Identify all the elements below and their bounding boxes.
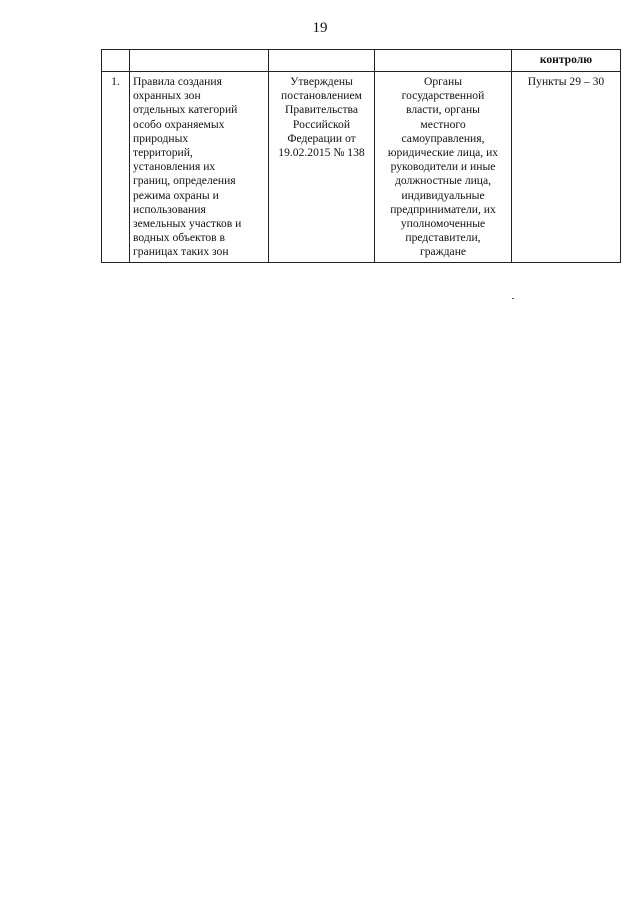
subjects-cell xyxy=(375,72,512,263)
text-line: водных объектов в xyxy=(133,231,226,245)
text-line: Утверждены xyxy=(290,75,353,88)
text-line: должностные лица, xyxy=(394,174,492,188)
scan-speck xyxy=(512,298,514,299)
text-line: руководители и иные xyxy=(390,160,496,174)
points-cell: Пункты 29 – 30 xyxy=(512,72,621,263)
text-line: режима охраны и xyxy=(133,188,219,202)
page-number: 19 xyxy=(312,20,328,36)
text-line: Федерации от xyxy=(287,131,356,145)
text-line: охранных зон xyxy=(133,89,201,103)
text-line: уполномоченные xyxy=(400,217,486,231)
text-line: местного xyxy=(420,117,466,131)
table-row xyxy=(102,72,621,263)
row-number-cell: 1. xyxy=(102,72,130,263)
header-cell-subjects xyxy=(375,50,512,72)
header-cell-number xyxy=(102,50,130,72)
approved-by-cell xyxy=(269,72,375,263)
text-line: Российской xyxy=(292,117,351,131)
act-title-cell xyxy=(130,72,269,263)
header-cell-control: контролю xyxy=(512,50,621,72)
requirements-table xyxy=(101,49,621,263)
text-line: земельных участков и xyxy=(133,217,242,231)
text-line: самоуправления, xyxy=(401,131,485,145)
text-line: индивидуальные xyxy=(401,188,485,202)
text-line: предприниматели, их xyxy=(390,202,496,216)
text-line: 19.02.2015 № 138 xyxy=(278,146,365,160)
text-line: юридические лица, их xyxy=(387,146,499,160)
text-line: граждане xyxy=(419,245,467,259)
text-line: отдельных категорий xyxy=(133,103,238,117)
table-header-row xyxy=(102,50,621,72)
text-line: территорий, xyxy=(133,146,193,160)
text-line: постановлением xyxy=(281,89,362,103)
text-line: власти, органы xyxy=(406,103,480,117)
text-line: Органы xyxy=(423,75,463,88)
text-line: границах таких зон xyxy=(133,245,229,259)
text-line: границ, определения xyxy=(133,174,236,188)
header-cell-title xyxy=(130,50,269,72)
text-line: установления их xyxy=(133,160,216,174)
text-line: особо охраняемых xyxy=(133,117,225,131)
header-cell-approved xyxy=(269,50,375,72)
text-line: Правила создания xyxy=(133,75,222,88)
text-line: использования xyxy=(133,202,206,216)
text-line: природных xyxy=(133,131,189,145)
text-line: Правительства xyxy=(285,103,358,117)
text-line: государственной xyxy=(401,89,485,103)
text-line: представители, xyxy=(405,231,481,245)
